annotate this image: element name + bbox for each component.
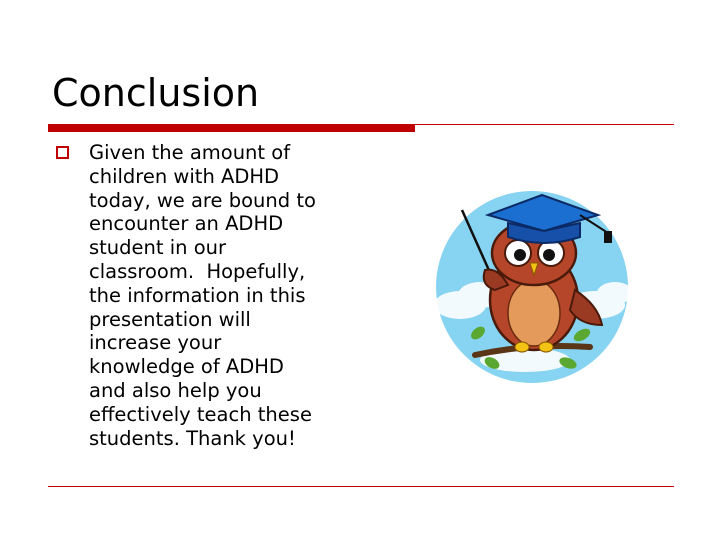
bullet-line: the information in this — [89, 283, 306, 307]
owl-belly — [508, 280, 560, 346]
bullet-line: and also help you — [89, 378, 262, 402]
bullet-line: children with ADHD — [89, 164, 280, 188]
bullet-line: increase your — [89, 331, 222, 355]
bullet-line: today, we are bound to — [89, 188, 316, 212]
title-underline-thin — [415, 124, 674, 125]
bullet-line: presentation will — [89, 307, 251, 331]
footer-rule — [48, 486, 674, 487]
bullet-line: student in our — [89, 236, 227, 260]
bullet-line: encounter an ADHD — [89, 212, 284, 236]
bullet-line: knowledge of ADHD — [89, 355, 284, 379]
bullet-line: students. Thank you! — [89, 426, 296, 450]
bullet-line: effectively teach these — [89, 402, 312, 426]
bullet-line: Given the amount of — [89, 141, 291, 164]
bullet-text — [89, 141, 379, 450]
owl-graduate-icon — [430, 175, 635, 390]
bullet-line: classroom. Hopefully, — [89, 259, 306, 283]
slide-title: Conclusion — [52, 71, 260, 115]
title-underline-thick — [48, 124, 415, 132]
hollow-square-bullet-icon — [56, 146, 69, 159]
